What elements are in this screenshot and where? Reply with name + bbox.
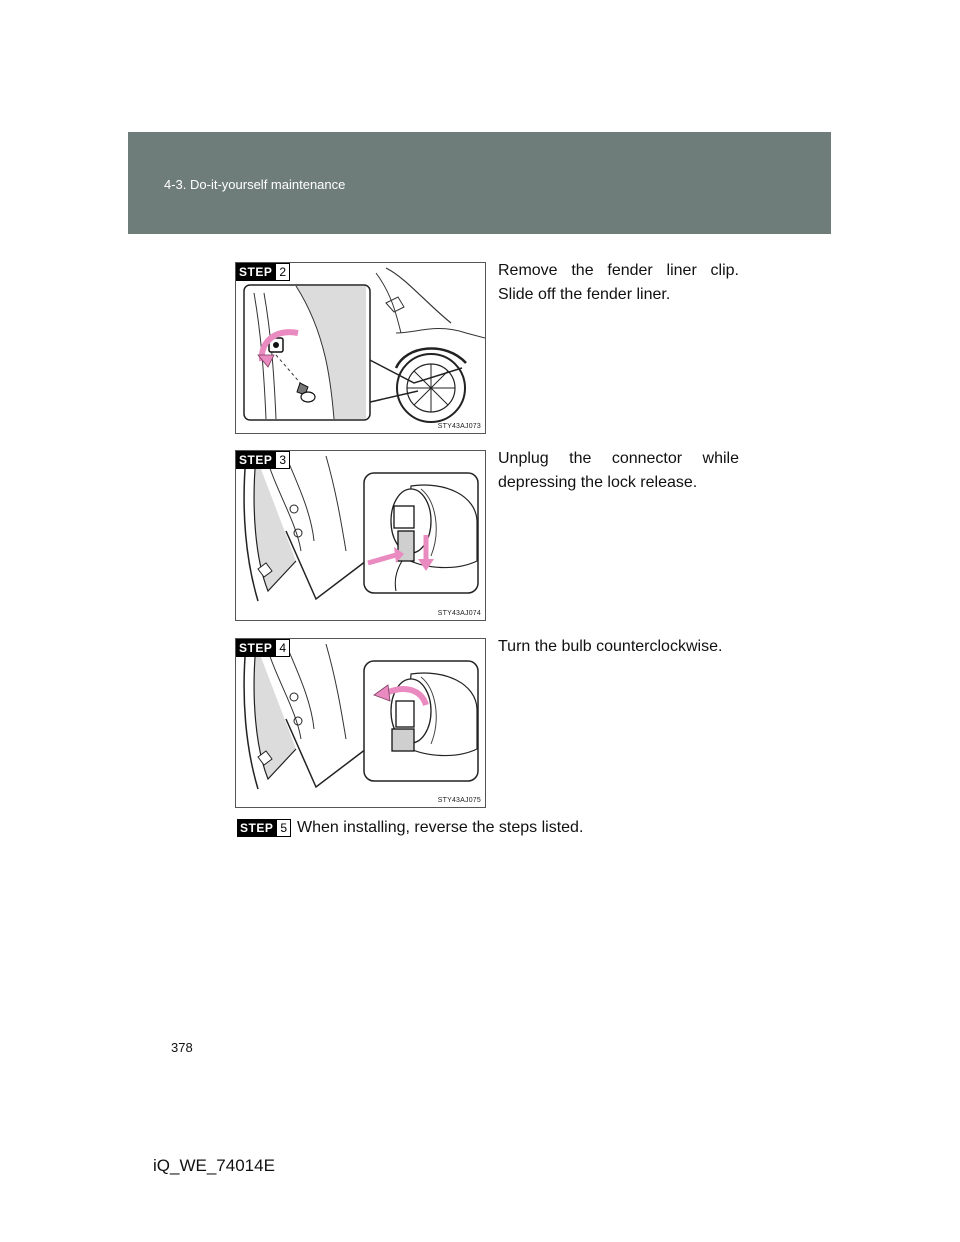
step-word: STEP bbox=[236, 451, 275, 469]
step-word: STEP bbox=[237, 819, 276, 837]
step-badge bbox=[237, 819, 291, 837]
step-number: 5 bbox=[276, 819, 291, 837]
step-number: 3 bbox=[275, 451, 290, 469]
section-header bbox=[128, 132, 831, 234]
step-2-text: Remove the fender liner clip. Slide off the fender liner. bbox=[498, 262, 739, 303]
connector-unplug-illustration bbox=[236, 451, 485, 620]
step-badge bbox=[236, 639, 290, 657]
bulb-turn-illustration bbox=[236, 639, 485, 807]
step-4-text: Turn the bulb counterclockwise. bbox=[498, 638, 723, 655]
step-word: STEP bbox=[236, 639, 275, 657]
step-word: STEP bbox=[236, 263, 275, 281]
step-3-text: Unplug the connector while depressing the lock release. bbox=[498, 450, 739, 491]
page-number: 378 bbox=[171, 1040, 193, 1055]
step-badge bbox=[236, 451, 290, 469]
step-number: 2 bbox=[275, 263, 290, 281]
step-5 bbox=[237, 819, 583, 837]
figure-code: STY43AJ074 bbox=[437, 610, 481, 617]
step-5-text: When installing, reverse the steps listed. bbox=[297, 819, 584, 836]
document-code: iQ_WE_74014E bbox=[153, 1156, 275, 1175]
figure-step-2 bbox=[235, 262, 486, 434]
figure-code: STY43AJ073 bbox=[437, 423, 481, 430]
step-badge bbox=[236, 263, 290, 281]
figure-step-4 bbox=[235, 638, 486, 808]
step-number: 4 bbox=[275, 639, 290, 657]
fender-liner-clip-illustration bbox=[236, 263, 485, 433]
figure-step-3 bbox=[235, 450, 486, 621]
section-title: 4-3. Do-it-yourself maintenance bbox=[164, 177, 346, 192]
figure-code: STY43AJ075 bbox=[437, 797, 481, 804]
